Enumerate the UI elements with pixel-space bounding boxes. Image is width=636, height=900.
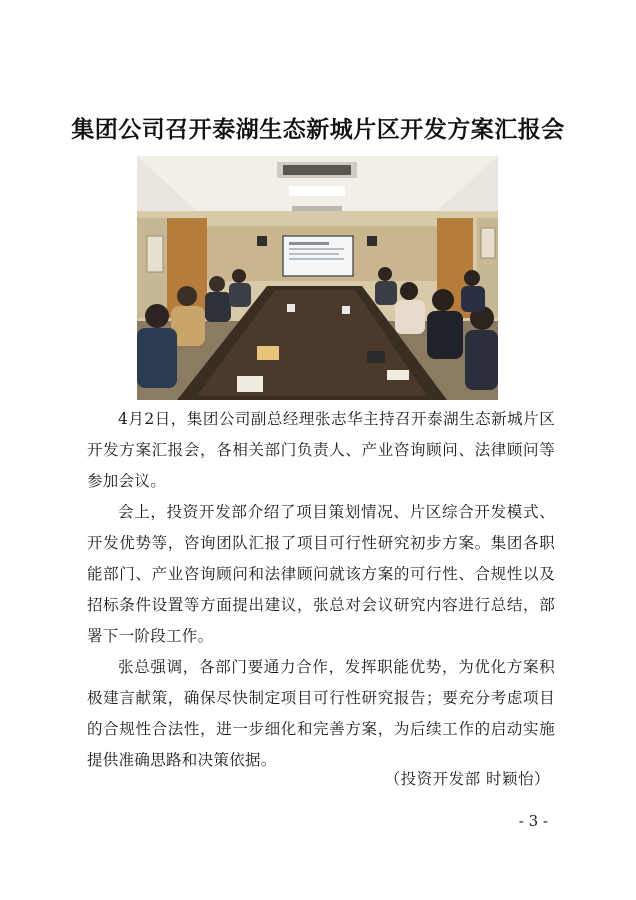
paragraph-3: 张总强调，各部门要通力合作，发挥职能优势，为优化方案积极建言献策，确保尽快制定项目可行性研究报告；要充分考虑项目的合规性合法性，进一步细化和完善方案，为后续工作的启动实施提供准确思路和决策依据。 xyxy=(87,658,555,769)
document-title: 集团公司召开泰湖生态新城片区开发方案汇报会 xyxy=(71,117,565,143)
paragraph-2: 会上，投资开发部介绍了项目策划情况、片区综合开发模式、开发优势等，咨询团队汇报了项目可行性研究初步方案。集团各职能部门、产业咨询顾问和法律顾问就该方案的可行性、合规性以及招标条件设置等方面提出建议，张总对会议研究内容进行总结，部署下一阶段工作。 xyxy=(87,503,555,645)
paragraph-1: 4月2日，集团公司副总经理张志华主持召开泰湖生态新城片区开发方案汇报会，各相关部门负责人、产业咨询顾问、法律顾问等参加会议。 xyxy=(87,410,555,490)
page-number: - 3 - xyxy=(518,812,548,830)
byline: （投资开发部 时颖怡） xyxy=(384,770,550,788)
meeting-photo xyxy=(137,156,498,400)
